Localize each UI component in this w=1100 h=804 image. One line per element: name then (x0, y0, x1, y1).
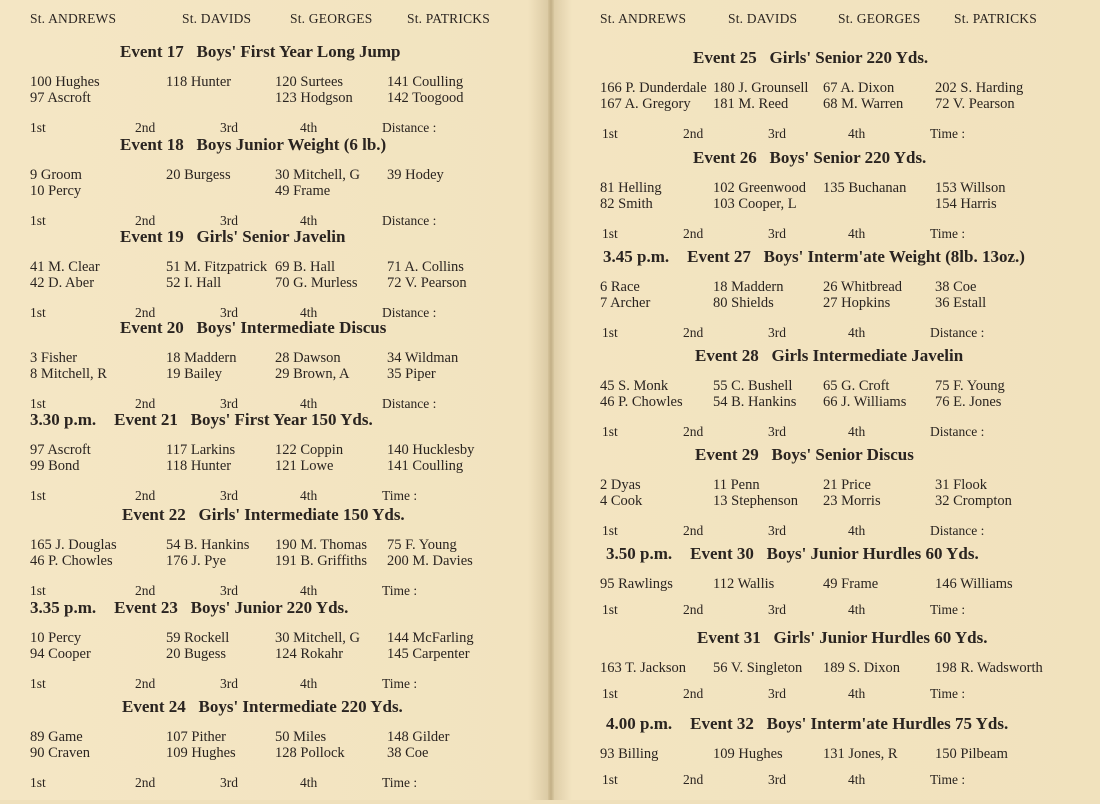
competitor-entry: 95 Rawlings (600, 576, 673, 592)
competitor-entry: 54 B. Hankins (713, 394, 797, 410)
competitor-entry: 144 McFarling (387, 630, 474, 646)
event-title (695, 346, 963, 366)
result-label: 2nd (683, 325, 704, 340)
result-label: Time : (382, 775, 418, 790)
competitor-entry: 35 Piper (387, 366, 436, 382)
result-label: 2nd (683, 523, 704, 538)
house-name: St. GEORGES (290, 11, 373, 26)
result-label: 3rd (220, 676, 238, 691)
competitor-entry: 154 Harris (935, 196, 997, 212)
event-block (30, 598, 530, 691)
result-label: 3rd (768, 602, 786, 617)
competitor-entry: 41 M. Clear (30, 259, 100, 275)
competitor-entry: 46 P. Chowles (30, 553, 113, 569)
result-label: Time : (930, 602, 966, 617)
competitor-entry: 55 C. Bushell (713, 378, 793, 394)
competitor-entry: 97 Ascroft (30, 90, 91, 106)
competitor-entry: 82 Smith (600, 196, 653, 212)
competitor-entry: 36 Estall (935, 295, 987, 311)
competitor-entry: 59 Rockell (166, 630, 230, 646)
result-label: 4th (300, 396, 318, 411)
result-label: 1st (30, 583, 46, 598)
competitor-entry: 49 Frame (823, 576, 879, 592)
event-block (578, 247, 1078, 340)
event-title (120, 42, 401, 62)
competitor-entry: 198 R. Wadsworth (935, 660, 1043, 676)
result-label: 2nd (135, 676, 156, 691)
competitor-entry: 52 I. Hall (166, 275, 222, 291)
event-title (122, 697, 403, 717)
event-name: Event 31 Girls' Junior Hurdles 60 Yds. (697, 628, 988, 647)
result-label: 4th (300, 305, 318, 320)
event-name: Event 23 Boys' Junior 220 Yds. (114, 598, 349, 617)
event-block (578, 544, 1078, 634)
competitor-entry: 81 Helling (600, 180, 662, 196)
competitor-entry: 19 Bailey (166, 366, 222, 382)
competitor-entry: 31 Flook (935, 477, 987, 493)
result-label: 4th (848, 126, 866, 141)
competitor-entry: 68 M. Warren (823, 96, 904, 112)
competitor-entry: 34 Wildman (387, 350, 459, 366)
result-label: 2nd (135, 213, 156, 228)
house-name: St. PATRICKS (954, 11, 1037, 26)
right-page (578, 0, 1098, 800)
competitor-entry: 124 Rokahr (275, 646, 344, 662)
competitor-entry: 167 A. Gregory (600, 96, 691, 112)
competitor-entry: 56 V. Singleton (713, 660, 803, 676)
result-label: 4th (848, 772, 866, 787)
competitor-entry: 30 Mitchell, G (275, 630, 360, 646)
competitor-entry: 180 J. Grounsell (713, 80, 809, 96)
event-title (122, 505, 405, 525)
competitor-entry: 141 Coulling (387, 458, 464, 474)
result-label: Distance : (930, 424, 985, 439)
competitor-entry: 109 Hughes (166, 745, 236, 761)
result-label: Distance : (382, 305, 437, 320)
event-title (30, 598, 348, 618)
result-label: 1st (602, 602, 618, 617)
result-label: 3rd (768, 523, 786, 538)
competitor-entry: 29 Brown, A (275, 366, 350, 382)
result-label: 2nd (135, 396, 156, 411)
competitor-entry: 46 P. Chowles (600, 394, 683, 410)
competitor-entry: 117 Larkins (166, 442, 236, 458)
event-name: Event 29 Boys' Senior Discus (695, 445, 914, 464)
result-label: 4th (848, 602, 866, 617)
result-label: 3rd (220, 583, 238, 598)
competitor-entry: 100 Hughes (30, 74, 100, 90)
event-title (695, 445, 914, 465)
event-name: Event 18 Boys Junior Weight (6 lb.) (120, 135, 387, 154)
competitor-entry: 10 Percy (30, 183, 82, 199)
competitor-entry: 140 Hucklesby (387, 442, 475, 458)
event-title (120, 227, 345, 247)
competitor-entry: 142 Toogood (387, 90, 464, 106)
competitor-entry: 89 Game (30, 729, 83, 745)
result-label: 2nd (135, 305, 156, 320)
event-block (578, 148, 1078, 241)
competitor-entry: 72 V. Pearson (387, 275, 467, 291)
result-label: Distance : (382, 396, 437, 411)
competitor-entry: 38 Coe (387, 745, 429, 761)
competitor-entry: 18 Maddern (713, 279, 784, 295)
result-label: 1st (30, 213, 46, 228)
result-label: Time : (930, 772, 966, 787)
competitor-entry: 75 F. Young (387, 537, 457, 553)
event-time: 3.30 p.m. (30, 410, 97, 429)
result-label: 2nd (135, 120, 156, 135)
competitor-entry: 123 Hodgson (275, 90, 353, 106)
competitor-entry: 141 Coulling (387, 74, 464, 90)
page-fold (548, 0, 554, 800)
competitor-entry: 148 Gilder (387, 729, 450, 745)
result-label: 4th (848, 686, 866, 701)
event-block (30, 318, 530, 411)
result-label: Time : (930, 686, 966, 701)
result-label: Distance : (382, 120, 437, 135)
result-label: 3rd (220, 775, 238, 790)
competitor-entry: 131 Jones, R (823, 746, 898, 762)
competitor-entry: 11 Penn (713, 477, 760, 493)
result-label: 4th (848, 424, 866, 439)
event-name: Event 22 Girls' Intermediate 150 Yds. (122, 505, 405, 524)
house-name: St. PATRICKS (407, 11, 490, 26)
event-block (578, 346, 1078, 439)
event-name: Event 17 Boys' First Year Long Jump (120, 42, 401, 61)
competitor-entry: 21 Price (823, 477, 871, 493)
competitor-entry: 2 Dyas (600, 477, 641, 493)
competitor-entry: 30 Mitchell, G (275, 167, 360, 183)
result-label: 2nd (683, 424, 704, 439)
event-name: Event 21 Boys' First Year 150 Yds. (114, 410, 373, 429)
event-block (30, 42, 530, 135)
result-label: 1st (30, 775, 46, 790)
competitor-entry: 71 A. Collins (387, 259, 464, 275)
competitor-entry: 190 M. Thomas (275, 537, 367, 553)
result-label: 2nd (135, 488, 156, 503)
event-time: 3.45 p.m. (603, 247, 670, 266)
result-label: 1st (602, 772, 618, 787)
result-label: 1st (602, 424, 618, 439)
result-label: 1st (30, 305, 46, 320)
competitor-entry: 7 Archer (600, 295, 651, 311)
result-label: 4th (300, 583, 318, 598)
result-label: 3rd (220, 305, 238, 320)
competitor-entry: 8 Mitchell, R (30, 366, 107, 382)
competitor-entry: 49 Frame (275, 183, 331, 199)
competitor-entry: 200 M. Davies (387, 553, 473, 569)
result-label: Time : (930, 126, 966, 141)
result-label: Time : (382, 488, 418, 503)
competitor-entry: 45 S. Monk (600, 378, 669, 394)
competitor-entry: 39 Hodey (387, 167, 444, 183)
competitor-entry: 102 Greenwood (713, 180, 807, 196)
event-block (30, 227, 530, 320)
competitor-entry: 94 Cooper (30, 646, 91, 662)
result-label: 2nd (135, 775, 156, 790)
competitor-entry: 145 Carpenter (387, 646, 470, 662)
event-title (693, 48, 928, 68)
competitor-entry: 27 Hopkins (823, 295, 891, 311)
event-time: 3.35 p.m. (30, 598, 97, 617)
result-label: 4th (848, 325, 866, 340)
result-label: 1st (602, 686, 618, 701)
event-name: Event 26 Boys' Senior 220 Yds. (693, 148, 927, 167)
event-time: 3.50 p.m. (606, 544, 673, 563)
competitor-entry: 121 Lowe (275, 458, 334, 474)
result-label: 3rd (768, 772, 786, 787)
result-label: 2nd (683, 686, 704, 701)
result-label: Distance : (930, 325, 985, 340)
event-name: Event 20 Boys' Intermediate Discus (120, 318, 387, 337)
competitor-entry: 18 Maddern (166, 350, 237, 366)
competitor-entry: 165 J. Douglas (30, 537, 117, 553)
competitor-entry: 42 D. Aber (30, 275, 95, 291)
result-label: 3rd (220, 396, 238, 411)
competitor-entry: 75 F. Young (935, 378, 1005, 394)
competitor-entry: 51 M. Fitzpatrick (166, 259, 268, 275)
result-label: Time : (382, 583, 418, 598)
event-title (30, 410, 373, 430)
result-label: Time : (930, 226, 966, 241)
competitor-entry: 67 A. Dixon (823, 80, 895, 96)
result-label: 1st (602, 325, 618, 340)
event-title (697, 628, 987, 648)
house-name: St. DAVIDS (182, 11, 252, 26)
competitor-entry: 38 Coe (935, 279, 977, 295)
competitor-entry: 135 Buchanan (823, 180, 907, 196)
result-label: 4th (848, 226, 866, 241)
result-label: 2nd (683, 602, 704, 617)
result-label: 4th (300, 775, 318, 790)
result-label: 2nd (683, 772, 704, 787)
result-label: 4th (300, 676, 318, 691)
event-block (578, 714, 1078, 804)
competitor-entry: 70 G. Murless (275, 275, 358, 291)
competitor-entry: 69 B. Hall (275, 259, 336, 275)
competitor-entry: 191 B. Griffiths (275, 553, 367, 569)
event-block (30, 135, 530, 228)
event-name: Event 24 Boys' Intermediate 220 Yds. (122, 697, 403, 716)
competitor-entry: 6 Race (600, 279, 640, 295)
event-title (693, 148, 926, 168)
result-label: Time : (382, 676, 418, 691)
competitor-entry: 4 Cook (600, 493, 643, 509)
house-name: St. ANDREWS (600, 11, 687, 26)
event-title (120, 318, 386, 338)
competitor-entry: 9 Groom (30, 167, 82, 183)
result-label: 1st (30, 488, 46, 503)
result-label: 3rd (768, 686, 786, 701)
event-title (606, 714, 1008, 734)
result-label: 2nd (135, 583, 156, 598)
competitor-entry: 120 Surtees (275, 74, 344, 90)
result-label: 3rd (220, 213, 238, 228)
competitor-entry: 80 Shields (713, 295, 774, 311)
competitor-entry: 93 Billing (600, 746, 659, 762)
competitor-entry: 122 Coppin (275, 442, 344, 458)
event-block (30, 505, 530, 598)
competitor-entry: 97 Ascroft (30, 442, 91, 458)
result-label: 1st (602, 126, 618, 141)
competitor-entry: 166 P. Dunderdale (600, 80, 707, 96)
event-name: Event 25 Girls' Senior 220 Yds. (693, 48, 929, 67)
competitor-entry: 23 Morris (823, 493, 881, 509)
competitor-entry: 107 Pither (166, 729, 227, 745)
result-label: 2nd (683, 126, 704, 141)
house-name: St. GEORGES (838, 11, 921, 26)
competitor-entry: 176 J. Pye (166, 553, 227, 569)
competitor-entry: 153 Willson (935, 180, 1006, 196)
result-label: 1st (602, 226, 618, 241)
result-label: 4th (300, 213, 318, 228)
competitor-entry: 150 Pilbeam (935, 746, 1008, 762)
competitor-entry: 13 Stephenson (713, 493, 798, 509)
result-label: 3rd (220, 120, 238, 135)
competitor-entry: 3 Fisher (30, 350, 78, 366)
event-title (606, 544, 979, 564)
competitor-entry: 163 T. Jackson (600, 660, 687, 676)
competitor-entry: 72 V. Pearson (935, 96, 1015, 112)
result-label: Distance : (382, 213, 437, 228)
competitor-entry: 189 S. Dixon (823, 660, 900, 676)
result-label: 3rd (768, 325, 786, 340)
competitor-entry: 118 Hunter (166, 74, 232, 90)
competitor-entry: 10 Percy (30, 630, 82, 646)
result-label: 3rd (220, 488, 238, 503)
competitor-entry: 76 E. Jones (935, 394, 1002, 410)
event-block (578, 628, 1078, 718)
competitor-entry: 202 S. Harding (935, 80, 1024, 96)
result-label: 2nd (683, 226, 704, 241)
event-title (603, 247, 1025, 267)
event-name: Event 32 Boys' Interm'ate Hurdles 75 Yds. (690, 714, 1009, 733)
result-label: 1st (30, 396, 46, 411)
result-label: 1st (30, 676, 46, 691)
competitor-entry: 66 J. Williams (823, 394, 907, 410)
event-name: Event 27 Boys' Interm'ate Weight (8lb. 13oz.) (687, 247, 1025, 266)
house-name: St. ANDREWS (30, 11, 117, 26)
event-title (120, 135, 386, 155)
competitor-entry: 32 Crompton (935, 493, 1012, 509)
competitor-entry: 128 Pollock (275, 745, 345, 761)
competitor-entry: 28 Dawson (275, 350, 341, 366)
house-name: St. DAVIDS (728, 11, 798, 26)
competitor-entry: 103 Cooper, L (713, 196, 797, 212)
event-name: Event 28 Girls Intermediate Javelin (695, 346, 964, 365)
result-label: 4th (300, 120, 318, 135)
competitor-entry: 109 Hughes (713, 746, 783, 762)
competitor-entry: 90 Craven (30, 745, 90, 761)
event-block (578, 48, 1078, 141)
result-label: 1st (30, 120, 46, 135)
event-name: Event 19 Girls' Senior Javelin (120, 227, 346, 246)
competitor-entry: 54 B. Hankins (166, 537, 250, 553)
result-label: 4th (848, 523, 866, 538)
competitor-entry: 65 G. Croft (823, 378, 890, 394)
result-label: 3rd (768, 126, 786, 141)
result-label: 3rd (768, 226, 786, 241)
competitor-entry: 181 M. Reed (713, 96, 789, 112)
left-page (30, 0, 550, 800)
competitor-entry: 118 Hunter (166, 458, 232, 474)
result-label: 1st (602, 523, 618, 538)
result-label: Distance : (930, 523, 985, 538)
competitor-entry: 112 Wallis (713, 576, 775, 592)
result-label: 3rd (768, 424, 786, 439)
competitor-entry: 26 Whitbread (823, 279, 903, 295)
competitor-entry: 50 Miles (275, 729, 327, 745)
event-time: 4.00 p.m. (606, 714, 673, 733)
event-block (30, 410, 530, 503)
competitor-entry: 20 Bugess (166, 646, 227, 662)
competitor-entry: 20 Burgess (166, 167, 231, 183)
event-block (578, 445, 1078, 538)
event-block (30, 697, 530, 790)
event-name: Event 30 Boys' Junior Hurdles 60 Yds. (690, 544, 979, 563)
competitor-entry: 99 Bond (30, 458, 80, 474)
result-label: 4th (300, 488, 318, 503)
competitor-entry: 146 Williams (935, 576, 1013, 592)
